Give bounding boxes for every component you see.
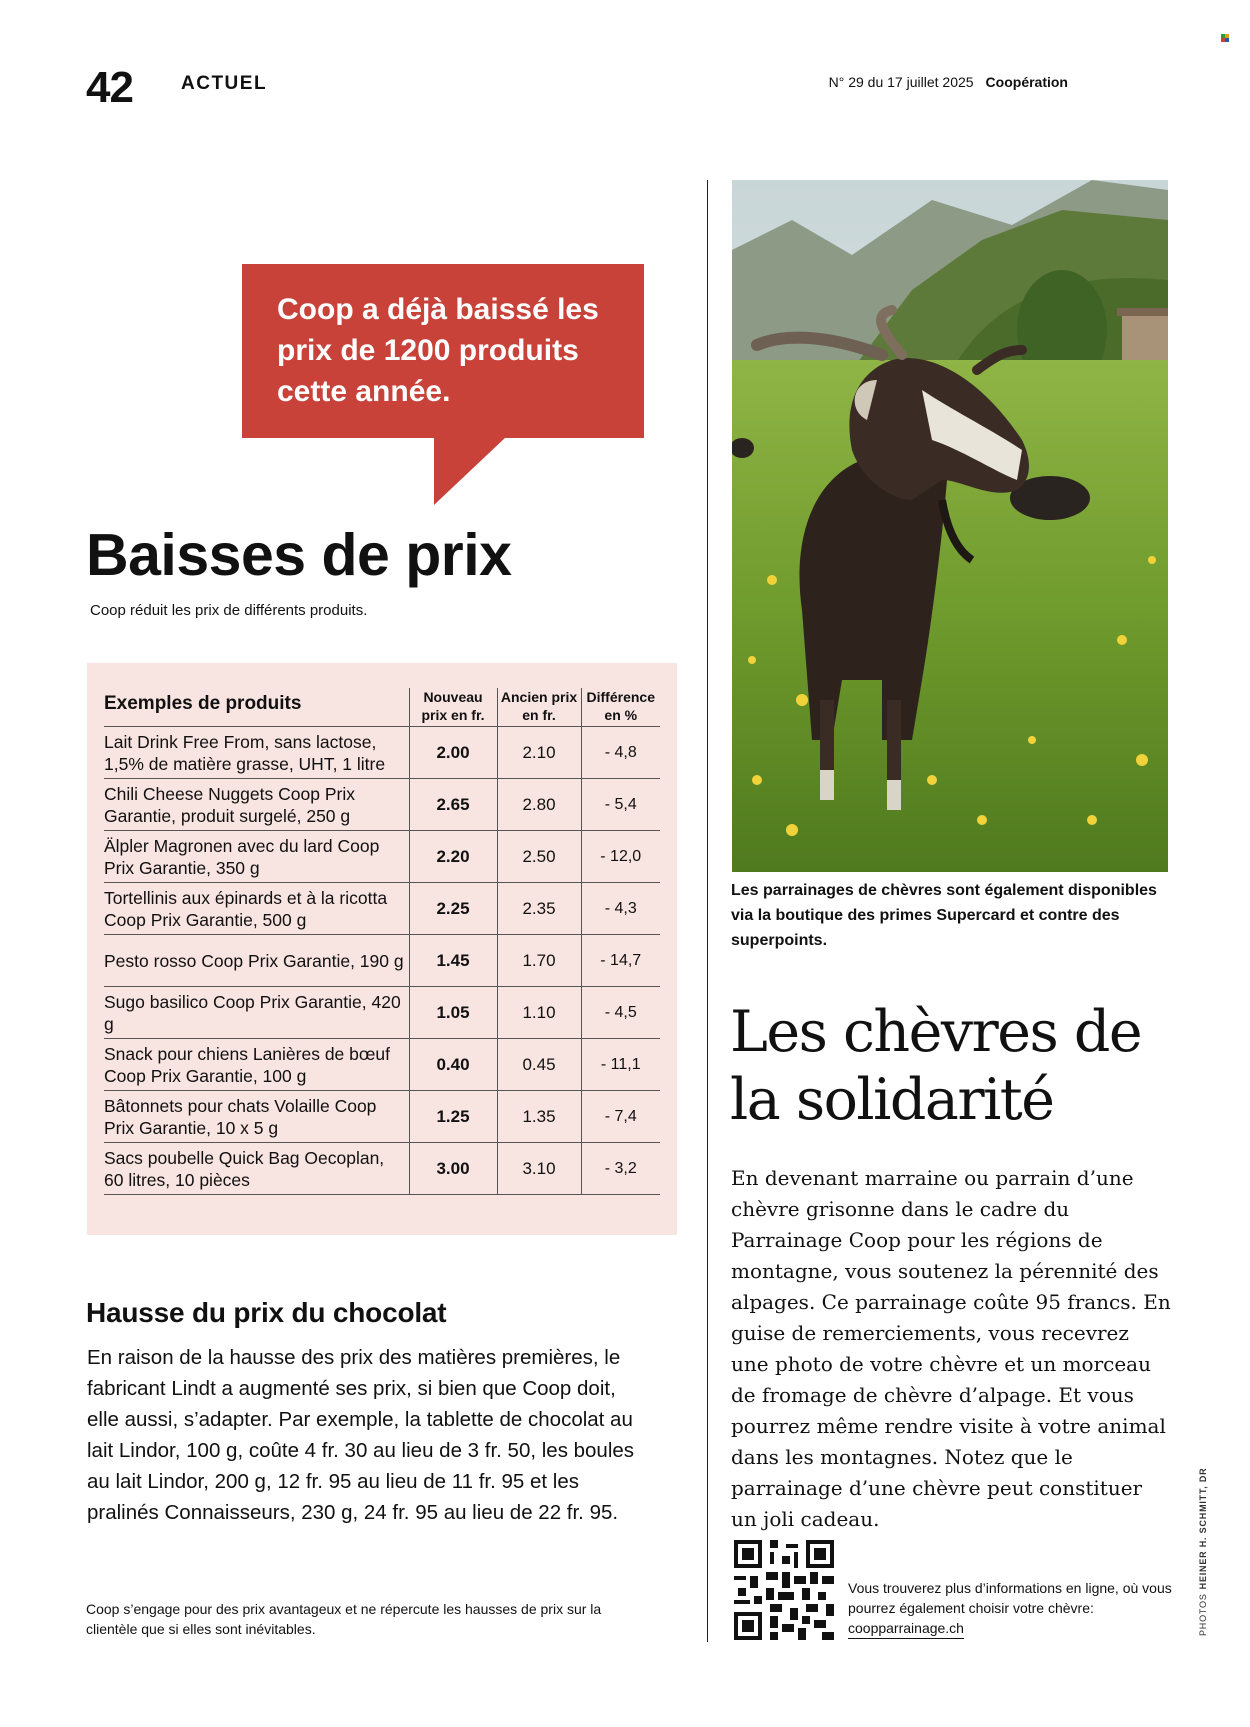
column-divider [707, 180, 708, 1642]
table-row [104, 727, 660, 779]
old-price: 0.45 [497, 1039, 581, 1091]
section-label: ACTUEL [181, 73, 268, 94]
goat-article-title: Les chèvres de la solidarité [730, 999, 1142, 1133]
product-name: Chili Cheese Nuggets Coop Prix Garantie, produit surgelé, 250 g [104, 779, 409, 831]
price-table [104, 688, 660, 1195]
product-name: Tortellinis aux épinards et à la ricotta Coop Prix Garantie, 500 g [104, 883, 409, 935]
goat-article-body: En devenant marraine ou parrain d’une chèvre grisonne dans le cadre du Parrainage Coop pour les régions de montagne, vous soutenez la pérennité des alpages. Ce parrainage coûte 95 francs. En guise de remerciements, vous recevrez une photo de votre chèvre et un morceau de fromage de chèvre d’alpage. Et vous pourrez même rendre visite à votre animal dans les montagnes. Notez que le parrainage d’une chèvre peut constituer un joli cadeau. [731, 1166, 1171, 1531]
table-row [104, 779, 660, 831]
article-headline: Baisses de prix [86, 522, 512, 588]
qr-info [848, 1578, 1178, 1639]
old-price: 1.70 [497, 935, 581, 987]
old-price: 2.35 [497, 883, 581, 935]
old-price: 2.10 [497, 727, 581, 779]
table-row [104, 883, 660, 935]
price-difference: - 4,3 [581, 883, 660, 935]
table-row [104, 1091, 660, 1143]
table-row [104, 935, 660, 987]
old-price: 2.50 [497, 831, 581, 883]
product-name: Sugo basilico Coop Prix Garantie, 420 g [104, 987, 409, 1039]
new-price: 1.45 [409, 935, 497, 987]
product-name: Bâtonnets pour chats Volaille Coop Prix Garantie, 10 x 5 g [104, 1091, 409, 1143]
chocolate-heading: Hausse du prix du chocolat [86, 1297, 447, 1328]
old-price: 2.80 [497, 779, 581, 831]
issue-info [829, 74, 1068, 90]
goat-photo-illustration [732, 180, 1168, 872]
new-price: 2.00 [409, 727, 497, 779]
price-table-header [104, 688, 660, 727]
photo-credits [1198, 1468, 1208, 1636]
old-price: 1.10 [497, 987, 581, 1039]
quote-bubble-tail [434, 437, 506, 505]
old-price: 1.35 [497, 1091, 581, 1143]
new-price: 1.05 [409, 987, 497, 1039]
issue-date: N° 29 du 17 juillet 2025 [828, 74, 974, 90]
header-difference: Différence en % [581, 688, 660, 727]
new-price: 2.25 [409, 883, 497, 935]
qr-info-text: Vous trouverez plus d’informations en ligne, où vous pourrez également choisir votre chèvre: [848, 1580, 1172, 1616]
product-name: Lait Drink Free From, sans lactose, 1,5% de matière grasse, UHT, 1 litre [104, 727, 409, 779]
table-row [104, 1143, 660, 1195]
quote-bubble [242, 264, 644, 438]
product-name: Snack pour chiens Lanières de bœuf Coop Prix Garantie, 100 g [104, 1039, 409, 1091]
old-price: 3.10 [497, 1143, 581, 1195]
chocolate-body: En raison de la hausse des prix des matières premières, le fabricant Lindt a augmenté ses prix, si bien que Coop doit, elle aussi, s’adapter. Par exemple, la tablette de chocolat au lait Lindor, 100 g, coûte 4 fr. 30 au lieu de 3 fr. 50, les boules au lait Lindor, 200 g, 12 fr. 95 au lieu de 11 fr. 95 et les pralinés Connaisseurs, 230 g, 24 fr. 95 au lieu de 22 fr. 95. [87, 1346, 635, 1524]
product-name: Sacs poubelle Quick Bag Oecoplan, 60 litres, 10 pièces [104, 1143, 409, 1195]
price-difference: - 7,4 [581, 1091, 660, 1143]
price-difference: - 5,4 [581, 779, 660, 831]
price-difference: - 3,2 [581, 1143, 660, 1195]
product-name: Pesto rosso Coop Prix Garantie, 190 g [104, 935, 409, 987]
qr-code-icon[interactable] [734, 1540, 834, 1640]
new-price: 2.20 [409, 831, 497, 883]
new-price: 0.40 [409, 1039, 497, 1091]
footnote: Coop s’engage pour des prix avantageux et ne répercute les hausses de prix sur la clientèle que si elles sont inévitables. [86, 1601, 602, 1637]
table-row [104, 1039, 660, 1091]
goat-photo [732, 180, 1168, 872]
credit-names: HEINER H. SCHMITT, DR [1198, 1467, 1208, 1590]
price-difference: - 11,1 [581, 1039, 660, 1091]
header-old-price: Ancien prix en fr. [497, 688, 581, 727]
photo-caption: Les parrainages de chèvres sont également disponibles via la boutique des primes Supercard et contre des superpoints. [731, 882, 1157, 949]
price-difference: - 14,7 [581, 935, 660, 987]
quote-text: Coop a déjà baissé les prix de 1200 produits cette année. [277, 293, 599, 408]
table-row [104, 987, 660, 1039]
price-difference: - 12,0 [581, 831, 660, 883]
new-price: 1.25 [409, 1091, 497, 1143]
price-difference: - 4,5 [581, 987, 660, 1039]
header-product: Exemples de produits [104, 688, 409, 727]
header-new-price: Nouveau prix en fr. [409, 688, 497, 727]
product-name: Älpler Magronen avec du lard Coop Prix Garantie, 350 g [104, 831, 409, 883]
new-price: 2.65 [409, 779, 497, 831]
price-table-box [87, 663, 677, 1235]
page-number: 42 [86, 63, 133, 112]
table-row [104, 831, 660, 883]
corner-mark-icon [1221, 34, 1229, 42]
price-difference: - 4,8 [581, 727, 660, 779]
publication-name: Coopération [985, 74, 1068, 90]
credit-label: PHOTOS [1198, 1593, 1208, 1636]
article-subhead: Coop réduit les prix de différents produits. [90, 602, 368, 619]
new-price: 3.00 [409, 1143, 497, 1195]
sponsorship-link[interactable]: coopparrainage.ch [848, 1618, 964, 1639]
